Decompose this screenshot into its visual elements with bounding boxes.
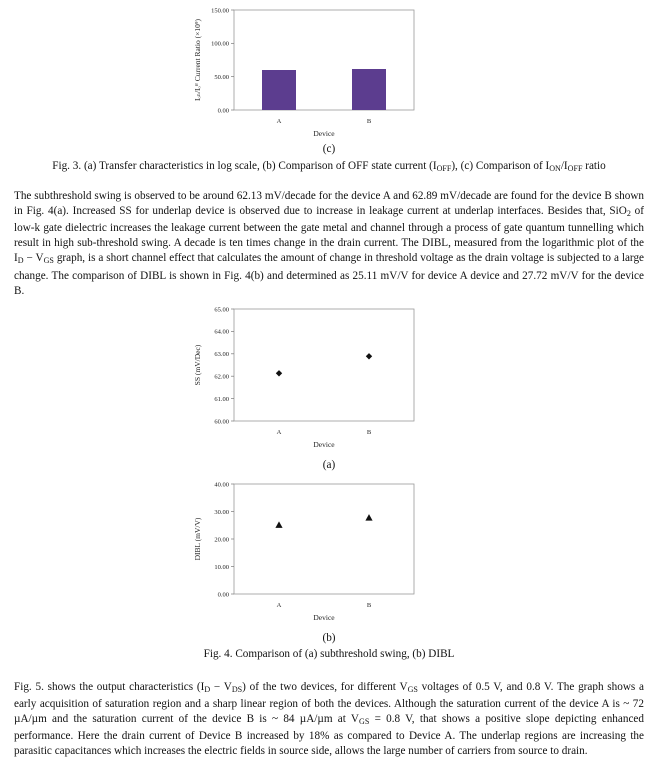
plot-area-frame [234,309,414,421]
x-tick-label: A [276,429,282,436]
plot-area-frame [234,484,414,594]
paragraph-output-characteristics: Fig. 5. shows the output characteristics $(I_D - V_{DS})$ of the two devices, for different $V_{GS}$ voltages of 0.5 V, and 0.8 V. The graph shows a early acquisition of saturation region and a sharp linear region of both the devices. Although the saturation current of the device A is ~ 72 µA/µm and the saturation current of the device B is ~ 84 µA/µm at $V_{GS} = 0.8$ V, that shows a positive slope depicting enhanced performance. Here the drain current of Device B increased by 18% as compared to Device A. The underlap regions are increasing the parasitic capacitances which increases the electric fields in source side, allows the large number of carriers from source to drain. [14,681,645,758]
x-axis-title: Device [313,440,335,449]
point-A [275,521,282,527]
y-tick-label: 0.00 [217,591,229,599]
fig3-caption [0,160,658,173]
y-tick-label: 0.00 [217,107,229,115]
point-B [365,514,372,520]
y-tick-label: 10.00 [214,563,229,571]
paragraph-ss-dibl: The subthreshold swing is observed to be around 62.13 mV/decade for the device A and 62.89 mV/decade are found for the device B shown in Fig. 4(a). Increased SS for underlap device is observed due to increase in leakage current at underlap interfaces. Besides that, SiO$_2$ of low-k gate dielectric increases the leakage current between the gate metal and channel through a process of gate quantum tunnelling which result in high sub-threshold swing. A decade is ten times change in the drain current. The DIBL, measured from the logarithmic plot of the $I_D - V_{GS}$ graph, is a short channel effect that calculates the amount of change in threshold voltage as the drain voltage is subjected to a large change. The comparison of DIBL is shown in Fig. 4(b) and determined as 25.11 mV/V for device A device and 27.72 mV/V for the device B. [14,190,645,297]
fig3-caption-text: Fig. 3. (a) Transfer characteristics in log scale, (b) Comparison of OFF state current $(I_{OFF})$, (c) Comparison of $I_{ON}/I_{OFF}$ ratio [52,160,606,174]
subfig-label-a: (a) [322,459,336,471]
y-tick-label: 61.00 [214,395,229,403]
y-axis-title: Iₒₙ/Iₒᶠᶠ Current Ratio (×10⁹) [193,19,202,101]
point-A [276,370,282,376]
y-tick-label: 30.00 [214,508,229,516]
y-tick-label: 62.00 [214,373,229,381]
y-tick-label: 40.00 [214,481,229,489]
subfig-label-c: (c) [322,143,336,155]
x-tick-label: B [366,602,372,609]
x-axis-title: Device [313,129,335,137]
y-tick-label: 63.00 [214,351,229,359]
y-tick-label: 20.00 [214,536,229,544]
subfig-label-b: (b) [322,632,336,644]
x-tick-label: A [276,602,282,609]
x-tick-label: B [366,118,372,125]
fig4-caption: Fig. 4. Comparison of (a) subthreshold swing, (b) DIBL [203,648,455,660]
y-tick-label: 60.00 [214,418,229,426]
y-tick-label: 100.00 [211,40,229,48]
chart-dibl [190,476,430,626]
y-axis-title: SS (mV/Dec) [193,344,202,386]
chart-subthreshold-swing [190,303,430,453]
x-tick-label: B [366,429,372,436]
bar-B [352,69,386,110]
y-tick-label: 65.00 [214,306,229,314]
y-axis-title: DIBL (mV/V) [193,517,202,561]
x-tick-label: A [276,118,282,125]
y-tick-label: 64.00 [214,328,229,336]
bar-A [262,70,296,110]
plot-area-frame [234,10,414,110]
y-tick-label: 50.00 [214,73,229,81]
chart-ion-ioff-ratio [190,2,430,137]
x-axis-title: Device [313,613,335,622]
point-B [366,353,372,359]
y-tick-label: 150.00 [211,7,229,15]
